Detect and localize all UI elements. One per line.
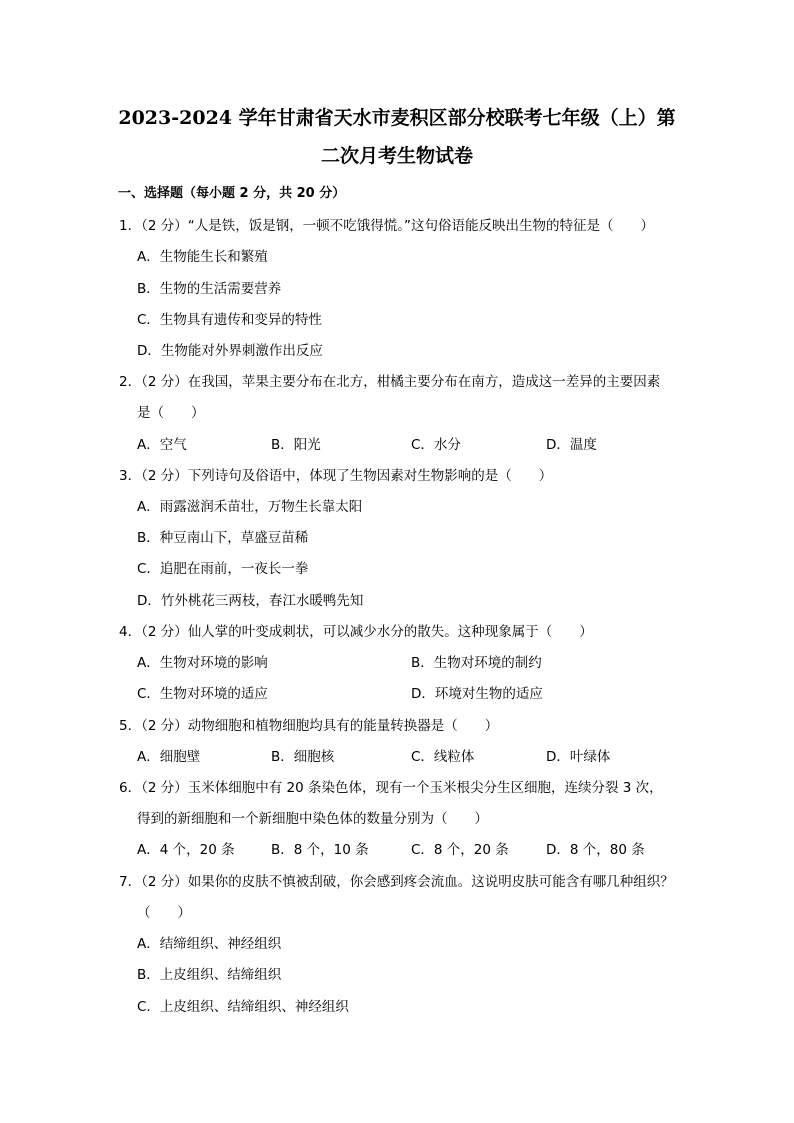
question-5-option-c: C．线粒体 xyxy=(411,749,475,765)
question-5-option-b: B．细胞核 xyxy=(271,749,335,765)
exam-title-line-1: 2023-2024 学年甘肃省天水市麦积区部分校联考七年级（上）第 xyxy=(118,107,676,129)
question-5-option-d: D．叶绿体 xyxy=(546,749,611,765)
question-7-option-a: A．结缔组织、神经组织 xyxy=(137,936,282,952)
question-7-option-b: B．上皮组织、结缔组织 xyxy=(137,967,282,983)
question-7-stem-line-2: （ ） xyxy=(137,905,191,921)
question-4-stem: 4．（2 分）仙人掌的叶变成刺状，可以减少水分的散失。这种现象属于（ ） xyxy=(119,624,593,640)
question-5-option-a: A．细胞壁 xyxy=(137,749,201,765)
question-1-option-c: C．生物具有遗传和变异的特性 xyxy=(137,312,322,328)
question-2-option-d: D．温度 xyxy=(546,437,597,453)
question-3-option-d: D．竹外桃花三两枝，春江水暖鸭先知 xyxy=(137,593,364,609)
question-4-option-b: B．生物对环境的制约 xyxy=(411,655,542,671)
section-heading: 一、选择题（每小题 2 分，共 20 分） xyxy=(118,186,346,201)
question-1-stem: 1．（2 分）“人是铁，饭是钢，一顿不吃饿得慌。”这句俗语能反映出生物的特征是（ ） xyxy=(119,218,654,234)
question-2-stem-line-1: 2．（2 分）在我国，苹果主要分布在北方，柑橘主要分布在南方，造成这一差异的主要因素 xyxy=(119,374,661,390)
question-6-stem-line-1: 6．（2 分）玉米体细胞中有 20 条染色体，现有一个玉米根尖分生区细胞，连续分裂 3 次， xyxy=(119,780,663,796)
question-3-stem: 3．（2 分）下列诗句及俗语中，体现了生物因素对生物影响的是（ ） xyxy=(119,468,553,484)
question-7-stem-line-1: 7．（2 分）如果你的皮肤不慎被刮破，你会感到疼会流血。这说明皮肤可能含有哪几种组织？ xyxy=(119,874,674,890)
question-2-stem-line-2: 是（ ） xyxy=(137,405,205,421)
question-5-stem: 5．（2 分）动物细胞和植物细胞均具有的能量转换器是（ ） xyxy=(119,718,499,734)
question-6-stem-line-2: 得到的新细胞和一个新细胞中染色体的数量分别为（ ） xyxy=(137,811,488,827)
question-3-option-c: C．追肥在雨前，一夜长一拳 xyxy=(137,561,309,577)
question-2-option-a: A．空气 xyxy=(137,437,187,453)
question-4-option-c: C．生物对环境的适应 xyxy=(137,686,268,702)
question-1-option-a: A．生物能生长和繁殖 xyxy=(137,249,268,265)
question-6-option-c: C．8 个，20 条 xyxy=(411,842,509,858)
exam-title-line-2: 二次月考生物试卷 xyxy=(320,145,473,167)
question-4-option-d: D．环境对生物的适应 xyxy=(411,686,543,702)
question-6-option-d: D．8 个，80 条 xyxy=(546,842,645,858)
question-3-option-a: A．雨露滋润禾苗壮，万物生长靠太阳 xyxy=(137,499,363,515)
question-2-option-b: B．阳光 xyxy=(271,437,321,453)
question-1-option-b: B．生物的生活需要营养 xyxy=(137,281,282,297)
question-4-option-a: A．生物对环境的影响 xyxy=(137,655,268,671)
question-6-option-b: B．8 个，10 条 xyxy=(271,842,369,858)
question-7-option-c: C．上皮组织、结缔组织、神经组织 xyxy=(137,999,349,1015)
question-6-option-a: A．4 个，20 条 xyxy=(137,842,235,858)
question-2-option-c: C．水分 xyxy=(411,437,461,453)
question-3-option-b: B．种豆南山下，草盛豆苗稀 xyxy=(137,530,309,546)
question-1-option-d: D．生物能对外界刺激作出反应 xyxy=(137,343,323,359)
